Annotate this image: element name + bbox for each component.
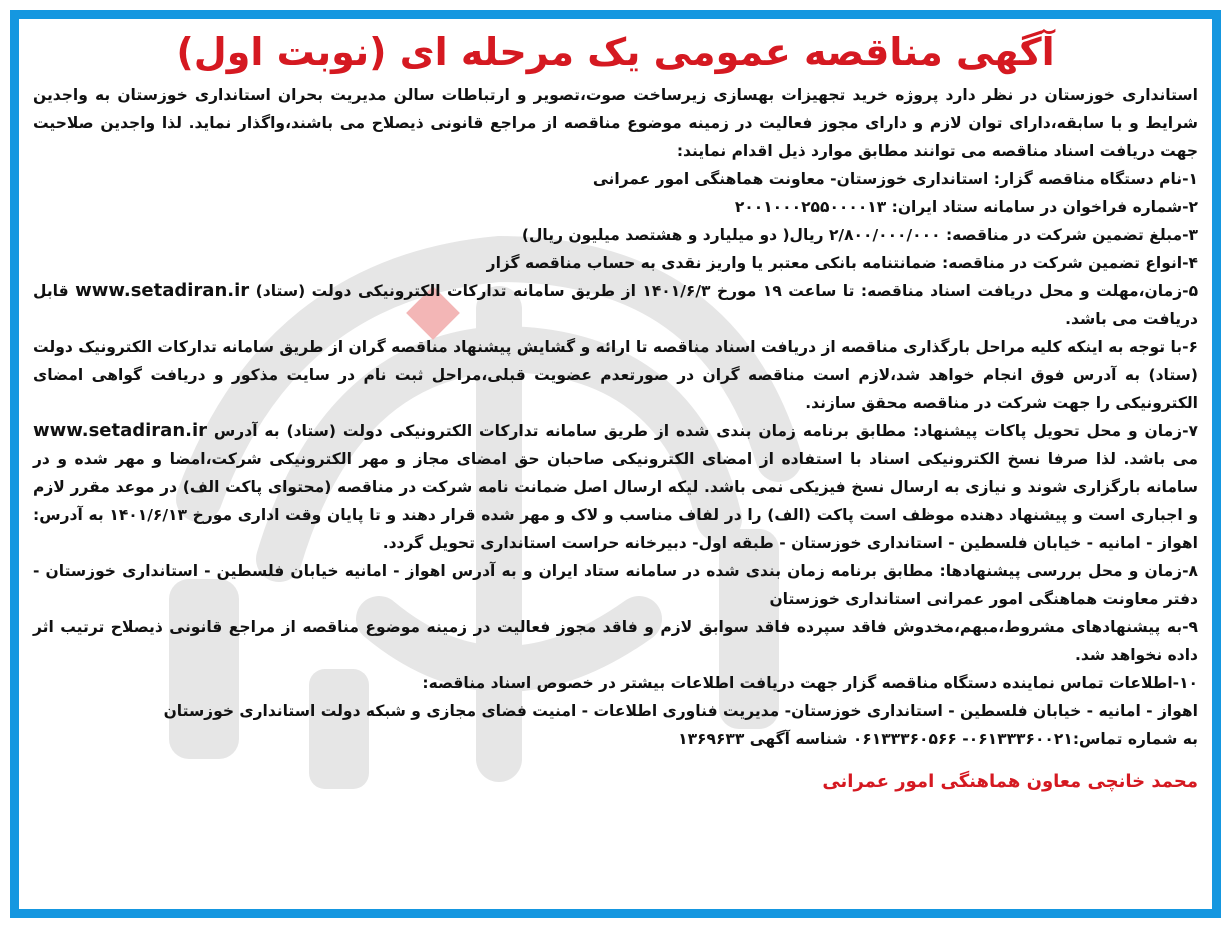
intro-paragraph: استانداری خوزستان در نظر دارد پروژه خرید تجهیزات بهسازی زیرساخت صوت،تصویر و ارتباطات سالن مدیریت بحران استانداری خوزستان به واجدین شرایط و با سابقه،دارای توان لازم و دارای مجوز فعالیت در زمینه موضوع مناقصه از مراجع قانونی ذیصلاح می باشند،واگذار نماید. لذا واجدین صلاحیت جهت دریافت اسناد مناقصه می توانند مطابق موارد ذیل اقدام نمایند: xyxy=(33,86,1198,160)
item-4: ۴-انواع تضمین شرکت در مناقصه: ضمانتنامه بانکی معتبر یا واریز نقدی به حساب مناقصه گزار xyxy=(486,254,1198,272)
item-7-text: ۷-زمان و محل تحویل پاکات پیشنهاد: مطابق برنامه زمان بندی شده از طریق سامانه تدارکات الکترونیکی دولت (ستاد) به آدرس xyxy=(213,422,1198,440)
item-5-tail: قابل دریافت می باشد. xyxy=(33,282,1198,328)
item-7 xyxy=(33,417,1198,557)
item-1: ۱-نام دستگاه مناقصه گزار: استانداری خوزستان- معاونت هماهنگی امور عمرانی xyxy=(592,170,1198,188)
announcement-body xyxy=(19,19,1212,797)
item-9: ۹-به پیشنهادهای مشروط،مبهم،مخدوش فاقد سپرده فاقد سوابق لازم و فاقد مجوز فعالیت در زمینه موضوع مناقصه از مراجع قانونی ذیصلاح ترتیب اثر داده نخواهد شد. xyxy=(33,618,1198,664)
setadiran-link-2[interactable]: www.setadiran.ir xyxy=(33,420,208,441)
item-7-tail: می باشد. لذا صرفا نسخ الکترونیکی اسناد با استفاده از امضای الکترونیکی صاحبان حق امضای مجاز و مهر الکترونیکی شرکت،امضا و مهر شده و در سامانه بارگزاری شوند و نیازی به ارسال نسخ فیزیکی نمی باشد. لیکه ارسال اصل ضمانت نامه شرکت در مناقصه (محتوای پاکت الف) در موعد مقرر لازم و اجباری است و پیشنهاد دهنده موظف است پاکت (الف) را در لفاف مناسب و لاک و مهر شده قرار دهند و تا پایان وقت اداری مورخ ۱۴۰۱/۶/۱۳ به آدرس: اهواز - امانیه - خیابان فلسطین - استانداری خوزستان - طبقه اول- دبیرخانه حراست استانداری تحویل گردد. xyxy=(33,450,1198,552)
document-frame xyxy=(10,10,1221,918)
announcement-title: آگهی مناقصه عمومی یک مرحله ای (نوبت اول) xyxy=(176,30,1055,74)
signer-name: محمد خانچی معاون هماهنگی امور عمرانی xyxy=(822,771,1198,792)
item-3: ۳-مبلغ تضمین شرکت در مناقصه: ۲/۸۰۰/۰۰۰/۰۰۰ ریال( دو میلیارد و هشتصد میلیون ریال) xyxy=(521,226,1198,244)
item-6: ۶-با توجه به اینکه کلیه مراحل بارگذاری مناقصه از دریافت اسناد مناقصه تا ارائه و گشایش پیشنهاد مناقصه گران از طریق سامانه تدارکات الکترونیک دولت (ستاد) به آدرس فوق انجام خواهد شد،لازم است مناقصه گران در صورتعدم عضویت قبلی،مراحل ثبت نام در سایت مذکور و دریافت گواهی امضای الکترونیکی را جهت شرکت در مناقصه محقق سازند. xyxy=(33,338,1198,412)
setadiran-link[interactable]: www.setadiran.ir xyxy=(75,280,250,301)
item-10: ۱۰-اطلاعات تماس نماینده دستگاه مناقصه گزار جهت دریافت اطلاعات بیشتر در خصوص اسناد مناقصه: xyxy=(422,674,1198,692)
item-10-phone: به شماره تماس:۰۶۱۳۳۳۶۰۰۲۱- ۰۶۱۳۳۳۶۰۵۶۶ شناسه آگهی ۱۳۶۹۶۳۳ xyxy=(678,730,1198,748)
item-5-text: ۵-زمان،مهلت و محل دریافت اسناد مناقصه: تا ساعت ۱۹ مورخ ۱۴۰۱/۶/۳ از طریق سامانه تدارکات الکترونیکی دولت (ستاد) xyxy=(255,282,1199,300)
document-sheet xyxy=(19,19,1212,909)
item-10-address: اهواز - امانیه - خیابان فلسطین - استانداری خوزستان- مدیریت فناوری اطلاعات - امنیت فضای مجازی و شبکه دولت استانداری خوزستان xyxy=(163,702,1198,720)
item-8: ۸-زمان و محل بررسی پیشنهادها: مطابق برنامه زمان بندی شده در سامانه ستاد ایران و به آدرس اهواز - امانیه خیابان فلسطین - استانداری خوزستان - دفتر معاونت هماهنگی امور عمرانی استانداری خوزستان xyxy=(33,562,1198,608)
item-2: ۲-شماره فراخوان در سامانه ستاد ایران: ۲۰۰۱۰۰۰۲۵۵۰۰۰۰۱۳ xyxy=(734,198,1198,216)
item-5 xyxy=(33,277,1198,333)
